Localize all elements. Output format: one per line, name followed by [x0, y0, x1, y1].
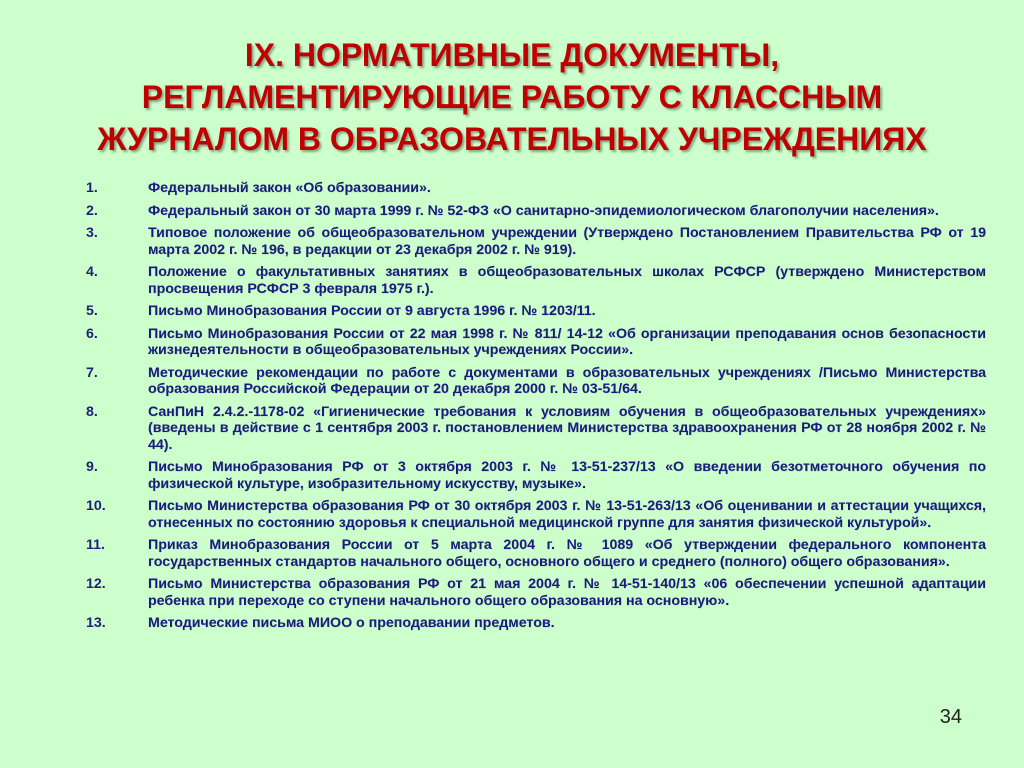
item-number: 1. [86, 180, 98, 196]
list-item [86, 615, 986, 632]
item-text: Письмо Министерства образования РФ от 21 мая 2004 г. № 14-51-140/13 «06 обеспечении успешной адаптации ребенка при переходе со ступени начального общего образования на основную». [148, 576, 986, 609]
list-item [86, 326, 986, 359]
item-number: 11. [86, 537, 105, 553]
title-line-1: IX. НОРМАТИВНЫЕ ДОКУМЕНТЫ, [244, 37, 780, 73]
page-number: 34 [939, 706, 962, 728]
list-item [86, 498, 986, 531]
item-number: 7. [86, 364, 98, 381]
item-text: Методические рекомендации по работе с документами в образовательных учреждениях /Письмо Министерства образования Российской Федерации от 20 декабря 2000 г. № 03-51/64. [148, 364, 986, 397]
item-text: Письмо Министерства образования РФ от 30 октября 2003 г. № 13-51-263/13 «Об оценивании и аттестации учащихся, отнесенных по состоянию здоровья к специальной медицинской группе для занятия физической культурой». [148, 498, 986, 531]
item-text: Федеральный закон от 30 марта 1999 г. № 52-ФЗ «О санитарно-эпидемиологическом благополучии населения». [148, 202, 939, 219]
item-number: 13. [86, 615, 106, 631]
item-number: 2. [86, 202, 98, 219]
item-number: 3. [86, 225, 98, 241]
documents-list [86, 180, 986, 638]
item-number: 10. [86, 498, 106, 514]
title-line-2: РЕГЛАМЕНТИРУЮЩИЕ РАБОТУ С КЛАССНЫМ [141, 79, 883, 115]
item-text: Письмо Минобразования России от 9 августа 1996 г. № 1203/11. [148, 303, 596, 319]
item-number: 6. [86, 325, 98, 342]
item-text: Методические письма МИОО о преподавании предметов. [148, 615, 555, 631]
list-item [86, 459, 986, 492]
item-text: СанПиН 2.4.2.-1178-02 «Гигиенические требования к условиям обучения в общеобразовательных учреждениях» (введены в действие с 1 сентября 2003 г. постановлением Министерства здравоохранения РФ от 28 ноября 2002 г. № 44). [148, 403, 986, 453]
slide-title [40, 34, 984, 160]
item-number: 4. [86, 264, 98, 280]
list-item [86, 180, 986, 197]
item-text: Приказ Минобразования России от 5 марта 2004 г. № 1089 «Об утверждении федерального компонента государственных стандартов начального общего, основного общего и среднего (полного) общего образования». [148, 537, 986, 570]
item-text: Письмо Минобразования РФ от 3 октября 2003 г. № 13-51-237/13 «О введении безотметочного обучения по физической культуре, изобразительному искусству, музыке». [148, 459, 986, 492]
list-item [86, 365, 986, 398]
list-item [86, 537, 986, 570]
list-item [86, 576, 986, 609]
list-item [86, 404, 986, 454]
item-text: Типовое положение об общеобразовательном учреждении (Утверждено Постановлением Правительства РФ от 19 марта 2002 г. № 196, в редакции от 23 декабря 2002 г. № 919). [148, 225, 986, 258]
list-item [86, 203, 986, 220]
item-text: Письмо Минобразования России от 22 мая 1998 г. № 811/ 14-12 «Об организации преподавания основ безопасности жизнедеятельности в общеобразовательных учреждениях России». [148, 325, 986, 358]
list-item [86, 303, 986, 320]
list-item [86, 225, 986, 258]
list-item [86, 264, 986, 297]
item-number: 5. [86, 303, 98, 319]
item-text: Федеральный закон «Об образовании». [148, 180, 431, 196]
item-number: 8. [86, 403, 98, 420]
item-text: Положение о факультативных занятиях в общеобразовательных школах РСФСР (утверждено Министерством просвещения РСФСР 3 февраля 1975 г.). [148, 264, 986, 297]
item-number: 9. [86, 459, 98, 475]
title-line-3: ЖУРНАЛОМ В ОБРАЗОВАТЕЛЬНЫХ УЧРЕЖДЕНИЯХ [97, 121, 927, 157]
item-number: 12. [86, 576, 106, 592]
